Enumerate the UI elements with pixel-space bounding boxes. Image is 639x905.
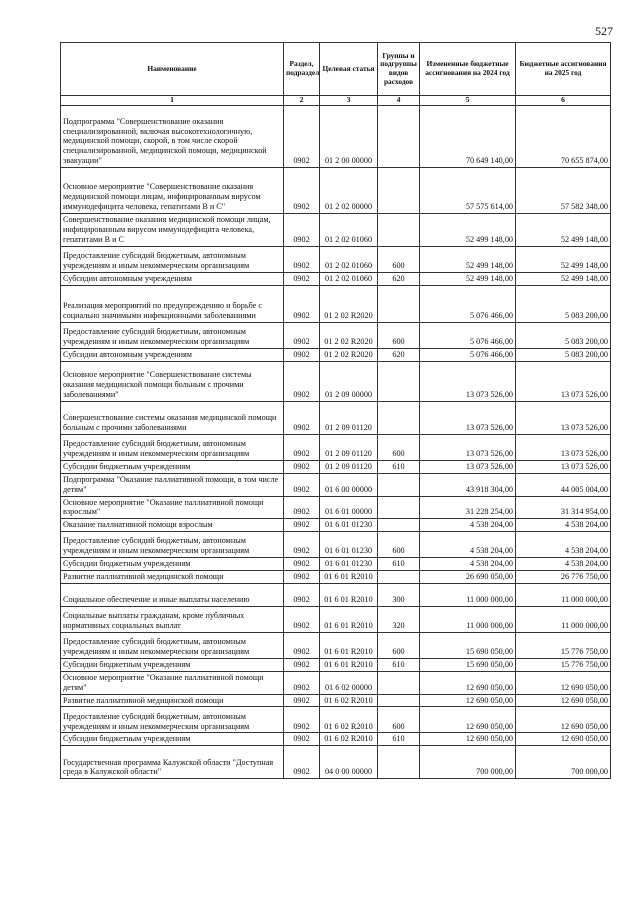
- budget-table: [60, 42, 611, 779]
- row-value-2025: 4 538 204,00: [516, 519, 611, 532]
- row-value-2024: 31 228 254,00: [420, 496, 516, 519]
- row-value-2024: 52 499 148,00: [420, 214, 516, 247]
- row-value-2024: 12 690 050,00: [420, 733, 516, 746]
- row-value-2025: 26 776 750,00: [516, 570, 611, 583]
- row-group: 600: [378, 322, 420, 348]
- row-section: 0902: [284, 214, 320, 247]
- row-value-2025: 15 776 750,00: [516, 658, 611, 671]
- row-value-2024: 15 690 050,00: [420, 632, 516, 658]
- row-article: 01 6 02 R2010: [320, 694, 378, 707]
- row-name: Предоставление субсидий бюджетным, автономным учреждениям и иным некоммерческим организациям: [61, 632, 284, 658]
- row-name: Предоставление субсидий бюджетным, автономным учреждениям и иным некоммерческим организациям: [61, 247, 284, 273]
- row-section: 0902: [284, 671, 320, 694]
- row-name: Подпрограмма "Совершенствование оказания специализированной, включая высокотехнологичную, медицинской помощи, скорой, в том числе скорой специализированной, медицинской помощи, медицинской эвакуации": [61, 106, 284, 168]
- row-group: 600: [378, 632, 420, 658]
- row-group: [378, 746, 420, 779]
- row-section: 0902: [284, 733, 320, 746]
- table-row: [61, 532, 611, 558]
- row-value-2025: 13 073 526,00: [516, 434, 611, 460]
- row-article: 01 2 09 00000: [320, 361, 378, 401]
- row-name: Социальные выплаты гражданам, кроме публичных нормативных социальных выплат: [61, 606, 284, 632]
- row-value-2024: 43 918 304,00: [420, 473, 516, 496]
- row-value-2024: 5 076 466,00: [420, 348, 516, 361]
- row-section: 0902: [284, 746, 320, 779]
- row-article: 01 6 01 R2010: [320, 606, 378, 632]
- table-row: [61, 106, 611, 168]
- row-name: Развитие паллиативной медицинской помощи: [61, 694, 284, 707]
- row-group: [378, 694, 420, 707]
- row-value-2025: 11 000 000,00: [516, 606, 611, 632]
- row-group: [378, 361, 420, 401]
- row-name: Субсидии бюджетным учреждениям: [61, 460, 284, 473]
- row-article: 01 2 09 01120: [320, 460, 378, 473]
- row-group: [378, 473, 420, 496]
- row-value-2024: 5 076 466,00: [420, 322, 516, 348]
- column-number: 1: [61, 96, 284, 106]
- table-row: [61, 322, 611, 348]
- table-row: [61, 606, 611, 632]
- table-row: [61, 361, 611, 401]
- header-name: Наименование: [61, 43, 284, 96]
- table-header-row: [61, 43, 611, 96]
- row-group: 620: [378, 348, 420, 361]
- row-group: 300: [378, 583, 420, 606]
- row-article: 01 6 02 R2010: [320, 707, 378, 733]
- row-value-2024: 13 073 526,00: [420, 361, 516, 401]
- table-row: [61, 434, 611, 460]
- row-article: 01 2 02 R2020: [320, 348, 378, 361]
- table-row: [61, 496, 611, 519]
- row-value-2025: 12 690 050,00: [516, 694, 611, 707]
- row-value-2025: 12 690 050,00: [516, 707, 611, 733]
- row-section: 0902: [284, 570, 320, 583]
- table-row: [61, 632, 611, 658]
- row-value-2024: 12 690 050,00: [420, 707, 516, 733]
- row-section: 0902: [284, 658, 320, 671]
- row-name: Предоставление субсидий бюджетным, автономным учреждениям и иным некоммерческим организациям: [61, 434, 284, 460]
- row-value-2024: 13 073 526,00: [420, 401, 516, 434]
- table-row: [61, 558, 611, 571]
- row-section: 0902: [284, 401, 320, 434]
- row-section: 0902: [284, 519, 320, 532]
- row-name: Основное мероприятие "Оказание паллиативной помощи детям": [61, 671, 284, 694]
- row-article: 01 2 02 01060: [320, 273, 378, 286]
- row-value-2025: 4 538 204,00: [516, 532, 611, 558]
- row-value-2025: 13 073 526,00: [516, 401, 611, 434]
- row-article: 01 6 01 01230: [320, 519, 378, 532]
- header-section: Раздел, подраздел: [284, 43, 320, 96]
- row-section: 0902: [284, 106, 320, 168]
- column-number-row: [61, 96, 611, 106]
- row-value-2025: 70 655 874,00: [516, 106, 611, 168]
- row-name: Субсидии бюджетным учреждениям: [61, 733, 284, 746]
- row-group: 600: [378, 434, 420, 460]
- table-row: [61, 671, 611, 694]
- row-name: Развитие паллиативной медицинской помощи: [61, 570, 284, 583]
- header-2024: Измененные бюджетные ассигнования на 2024 год: [420, 43, 516, 96]
- row-value-2024: 57 575 614,00: [420, 168, 516, 214]
- row-group: 600: [378, 707, 420, 733]
- table-row: [61, 168, 611, 214]
- row-section: 0902: [284, 434, 320, 460]
- table-row: [61, 460, 611, 473]
- row-name: Предоставление субсидий бюджетным, автономным учреждениям и иным некоммерческим организациям: [61, 532, 284, 558]
- row-section: 0902: [284, 473, 320, 496]
- row-value-2025: 52 499 148,00: [516, 214, 611, 247]
- row-section: 0902: [284, 558, 320, 571]
- row-section: 0902: [284, 247, 320, 273]
- row-article: 01 6 01 01230: [320, 558, 378, 571]
- row-article: 04 0 00 00000: [320, 746, 378, 779]
- row-name: Основное мероприятие "Совершенствование системы оказания медицинской помощи больным с прочими заболеваниями": [61, 361, 284, 401]
- row-value-2024: 52 499 148,00: [420, 247, 516, 273]
- row-group: 600: [378, 532, 420, 558]
- row-group: [378, 401, 420, 434]
- row-group: [378, 570, 420, 583]
- row-group: [378, 214, 420, 247]
- row-name: Совершенствование системы оказания медицинской помощи больным с прочими заболеваниями: [61, 401, 284, 434]
- row-value-2024: 4 538 204,00: [420, 532, 516, 558]
- row-value-2025: 57 582 348,00: [516, 168, 611, 214]
- row-value-2024: 700 000,00: [420, 746, 516, 779]
- row-value-2025: 12 690 050,00: [516, 671, 611, 694]
- row-section: 0902: [284, 606, 320, 632]
- row-value-2024: 11 000 000,00: [420, 606, 516, 632]
- row-value-2025: 52 499 148,00: [516, 273, 611, 286]
- page-number: 527: [595, 24, 613, 38]
- row-section: 0902: [284, 460, 320, 473]
- table-row: [61, 214, 611, 247]
- header-2025: Бюджетные ассигнования на 2025 год: [516, 43, 611, 96]
- row-section: 0902: [284, 694, 320, 707]
- table-row: [61, 746, 611, 779]
- row-value-2024: 4 538 204,00: [420, 558, 516, 571]
- table-row: [61, 285, 611, 322]
- row-section: 0902: [284, 361, 320, 401]
- row-section: 0902: [284, 273, 320, 286]
- row-value-2024: 11 000 000,00: [420, 583, 516, 606]
- column-number: 4: [378, 96, 420, 106]
- column-number: 3: [320, 96, 378, 106]
- row-group: 600: [378, 247, 420, 273]
- row-value-2024: 26 690 050,00: [420, 570, 516, 583]
- row-article: 01 2 02 R2020: [320, 285, 378, 322]
- row-value-2024: 5 076 466,00: [420, 285, 516, 322]
- row-value-2024: 12 690 050,00: [420, 671, 516, 694]
- row-group: 610: [378, 460, 420, 473]
- column-number: 5: [420, 96, 516, 106]
- row-section: 0902: [284, 496, 320, 519]
- row-name: Предоставление субсидий бюджетным, автономным учреждениям и иным некоммерческим организациям: [61, 707, 284, 733]
- row-article: 01 6 01 R2010: [320, 570, 378, 583]
- row-value-2024: 52 499 148,00: [420, 273, 516, 286]
- row-name: Субсидии автономным учреждениям: [61, 348, 284, 361]
- row-value-2025: 11 000 000,00: [516, 583, 611, 606]
- table-row: [61, 348, 611, 361]
- row-name: Субсидии автономным учреждениям: [61, 273, 284, 286]
- row-article: 01 2 09 01120: [320, 401, 378, 434]
- row-value-2024: 4 538 204,00: [420, 519, 516, 532]
- row-article: 01 6 00 00000: [320, 473, 378, 496]
- table-row: [61, 473, 611, 496]
- row-group: [378, 168, 420, 214]
- row-name: Оказание паллиативной помощи взрослым: [61, 519, 284, 532]
- table-row: [61, 694, 611, 707]
- row-article: 01 2 02 01060: [320, 214, 378, 247]
- row-name: Подпрограмма "Оказание паллиативной помощи, в том числе детям": [61, 473, 284, 496]
- row-group: [378, 496, 420, 519]
- table-row: [61, 733, 611, 746]
- row-group: [378, 106, 420, 168]
- row-group: 320: [378, 606, 420, 632]
- table-row: [61, 707, 611, 733]
- row-article: 01 6 02 R2010: [320, 733, 378, 746]
- table-row: [61, 273, 611, 286]
- header-article: Целевая статья: [320, 43, 378, 96]
- row-value-2024: 13 073 526,00: [420, 434, 516, 460]
- row-value-2025: 700 000,00: [516, 746, 611, 779]
- table-row: [61, 658, 611, 671]
- row-value-2025: 5 083 200,00: [516, 322, 611, 348]
- row-article: 01 6 02 00000: [320, 671, 378, 694]
- row-group: [378, 671, 420, 694]
- row-value-2024: 12 690 050,00: [420, 694, 516, 707]
- row-name: Субсидии бюджетным учреждениям: [61, 558, 284, 571]
- row-value-2024: 15 690 050,00: [420, 658, 516, 671]
- row-group: 610: [378, 558, 420, 571]
- row-value-2025: 5 083 200,00: [516, 285, 611, 322]
- table-row: [61, 401, 611, 434]
- row-value-2025: 13 073 526,00: [516, 460, 611, 473]
- row-article: 01 2 02 01060: [320, 247, 378, 273]
- row-article: 01 6 01 R2010: [320, 632, 378, 658]
- row-section: 0902: [284, 322, 320, 348]
- row-name: Государственная программа Калужской области "Доступная среда в Калужской области": [61, 746, 284, 779]
- row-value-2025: 4 538 204,00: [516, 558, 611, 571]
- row-name: Социальное обеспечение и иные выплаты населению: [61, 583, 284, 606]
- row-section: 0902: [284, 348, 320, 361]
- row-article: 01 2 02 R2020: [320, 322, 378, 348]
- row-section: 0902: [284, 532, 320, 558]
- row-article: 01 2 09 01120: [320, 434, 378, 460]
- row-section: 0902: [284, 168, 320, 214]
- row-section: 0902: [284, 707, 320, 733]
- row-name: Субсидии бюджетным учреждениям: [61, 658, 284, 671]
- row-section: 0902: [284, 583, 320, 606]
- row-article: 01 6 01 R2010: [320, 583, 378, 606]
- row-value-2025: 15 776 750,00: [516, 632, 611, 658]
- row-article: 01 6 01 00000: [320, 496, 378, 519]
- row-value-2025: 12 690 050,00: [516, 733, 611, 746]
- row-value-2024: 13 073 526,00: [420, 460, 516, 473]
- row-value-2025: 13 073 526,00: [516, 361, 611, 401]
- row-article: 01 2 00 00000: [320, 106, 378, 168]
- row-name: Основное мероприятие "Оказание паллиативной помощи взрослым": [61, 496, 284, 519]
- row-value-2025: 31 314 954,00: [516, 496, 611, 519]
- row-name: Основное мероприятие "Совершенствование оказания медицинской помощи лицам, инфицированным вирусом иммунодефицита человека, гепатитами В и С": [61, 168, 284, 214]
- row-value-2025: 44 005 004,00: [516, 473, 611, 496]
- column-number: 6: [516, 96, 611, 106]
- row-group: [378, 519, 420, 532]
- row-section: 0902: [284, 632, 320, 658]
- row-group: 610: [378, 733, 420, 746]
- row-article: 01 6 01 01230: [320, 532, 378, 558]
- row-article: 01 2 02 00000: [320, 168, 378, 214]
- header-groups: Группы и подгруппы видов расходов: [378, 43, 420, 96]
- table-row: [61, 570, 611, 583]
- table-row: [61, 247, 611, 273]
- row-section: 0902: [284, 285, 320, 322]
- row-group: 620: [378, 273, 420, 286]
- row-value-2025: 52 499 148,00: [516, 247, 611, 273]
- row-group: 610: [378, 658, 420, 671]
- row-article: 01 6 01 R2010: [320, 658, 378, 671]
- row-name: Совершенствование оказания медицинской помощи лицам, инфицированным вирусом иммунодефицита человека, гепатитами В и С: [61, 214, 284, 247]
- row-value-2025: 5 083 200,00: [516, 348, 611, 361]
- table-row: [61, 583, 611, 606]
- table-row: [61, 519, 611, 532]
- column-number: 2: [284, 96, 320, 106]
- row-value-2024: 70 649 140,00: [420, 106, 516, 168]
- row-name: Реализация мероприятий по предупреждению и борьбе с социально значимыми инфекционными заболеваниями: [61, 285, 284, 322]
- row-group: [378, 285, 420, 322]
- table-body: [61, 106, 611, 779]
- row-name: Предоставление субсидий бюджетным, автономным учреждениям и иным некоммерческим организациям: [61, 322, 284, 348]
